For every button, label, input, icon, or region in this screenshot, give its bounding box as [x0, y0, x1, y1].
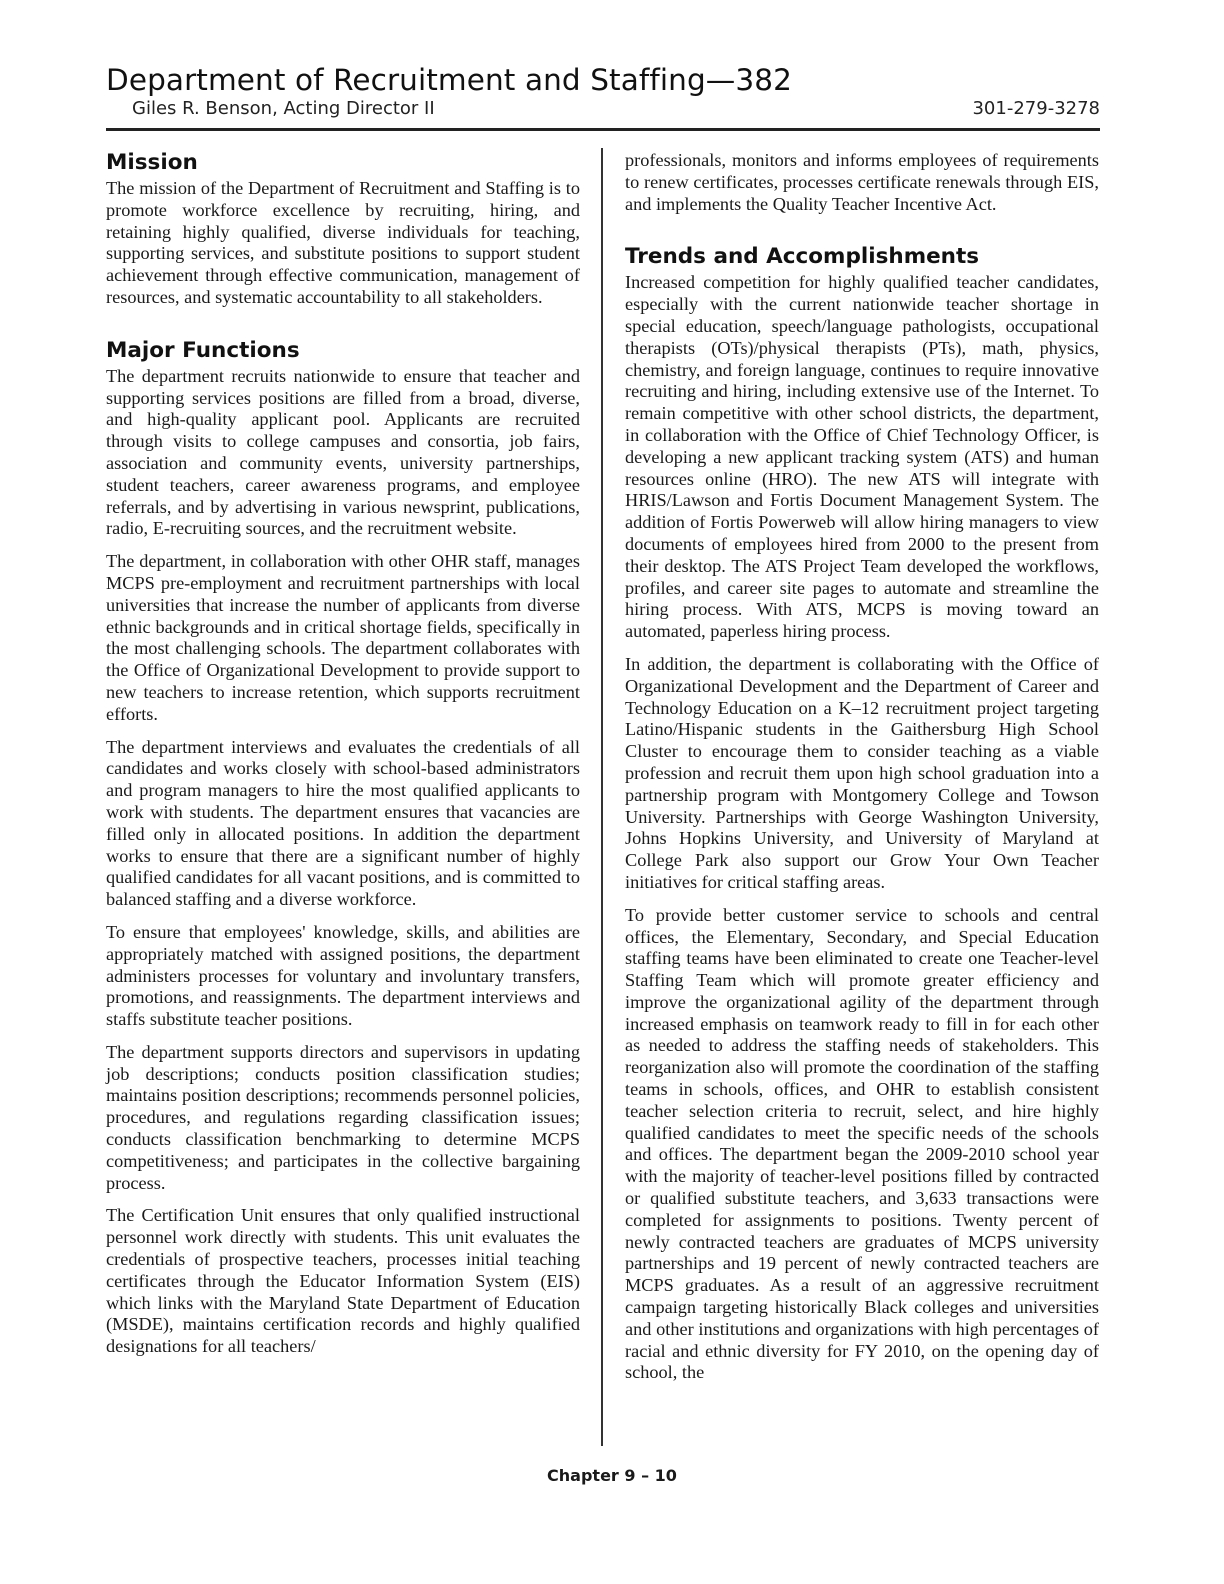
phone-number: 301-279-3278 [972, 98, 1100, 119]
page-title: Department of Recruitment and Staffing—382 [106, 63, 792, 97]
paragraph-continuation: professionals, monitors and informs employees of requirements to renew certificates, processes certificate renewals through EIS, and implements the Quality Teacher Incentive Act. [625, 150, 1099, 214]
trends-heading: Trends and Accomplishments [625, 244, 980, 270]
director-name: Giles R. Benson, Acting Director II [132, 98, 435, 119]
paragraph: To ensure that employees' knowledge, skills, and abilities are appropriately matched with assigned positions, the department administers processes for voluntary and involuntary transfers, promotions, and reassignments. The department interviews and staffs substitute teacher positions. [106, 921, 580, 1030]
mission-heading: Mission [106, 150, 198, 175]
page-footer: Chapter 9 – 10 [547, 1466, 677, 1485]
major-functions-heading: Major Functions [106, 337, 300, 363]
column-divider [601, 148, 603, 1446]
paragraph: The Certification Unit ensures that only qualified instructional personnel work directly with students. This unit evaluates the credentials of prospective teachers, processes initial teaching certificates through the Educator Information System (EIS) which links with the Maryland State Department of Education (MSDE), maintains certification records and highly qualified designations for all teachers/ [106, 1205, 580, 1357]
paragraph: The department, in collaboration with other OHR staff, manages MCPS pre-employment and recruitment partnerships with local universities that increase the number of applicants from diverse ethnic backgrounds and in critical shortage fields, specifically in the most challenging schools. The department collaborates with the Office of Organizational Development to provide support to new teachers to increase retention, which supports recruitment efforts. [106, 551, 580, 724]
left-column [106, 150, 580, 1369]
paragraph: Increased competition for highly qualified teacher candidates, especially with the current nationwide teacher shortage in special education, speech/language pathologists, occupational therapists (OTs)/physical therapists (PTs), math, physics, chemistry, and foreign language, continues to require innovative recruiting and hiring, including extensive use of the Internet. To remain competitive with other school districts, the department, in collaboration with the Office of Chief Technology Officer, is developing a new applicant tracking system (ATS) and human resources online (HRO). The new ATS will integrate with HRIS/Lawson and Fortis Document Management System. The addition of Fortis Powerweb will allow hiring managers to view documents of employees hired from 2000 to the present from their desktop. The ATS Project Team developed the workflows, profiles, and career site pages to automate and streamline the hiring process. With ATS, MCPS is moving toward an automated, paperless hiring process. [625, 272, 1099, 642]
paragraph: In addition, the department is collaborating with the Office of Organizational Development and the Department of Career and Technology Education on a K–12 recruitment project targeting Latino/Hispanic students in the Gaithersburg High School Cluster to encourage them to consider teaching as a viable profession and recruit them upon high school graduation into a partnership program with Montgomery College and Towson University. Partnerships with George Washington University, Johns Hopkins University, and University of Maryland at College Park also support our Grow Your Own Teacher initiatives for critical staffing areas. [625, 653, 1099, 892]
header-divider [106, 128, 1100, 131]
right-column [625, 150, 1099, 1395]
header-subline [106, 98, 1100, 124]
paragraph: The department interviews and evaluates the credentials of all candidates and works closely with school-based administrators and program managers to hire the most qualified applicants to work with students. The department ensures that vacancies are filled only in allocated positions. In addition the department works to ensure that there are a significant number of highly qualified candidates for all vacant positions, and is committed to balanced staffing and a diverse workforce. [106, 736, 580, 910]
mission-text: The mission of the Department of Recruitment and Staffing is to promote workforce excellence by recruiting, hiring, and retaining highly qualified, diverse individuals for teaching, supporting services, and substitute positions to support student achievement through effective communication, management of resources, and systematic accountability to all stakeholders. [106, 178, 580, 307]
page-header [106, 62, 1100, 124]
paragraph: The department supports directors and supervisors in updating job descriptions; conducts position classification studies; maintains position descriptions; recommends personnel policies, procedures, and regulations regarding classification issues; conducts classification benchmarking to determine MCPS competitiveness; and participates in the collective bargaining process. [106, 1041, 580, 1193]
paragraph: The department recruits nationwide to ensure that teacher and supporting services positions are filled from a broad, diverse, and high-quality applicant pool. Applicants are recruited through visits to college campuses and consortia, job fairs, association and community events, university partnerships, student teachers, career awareness programs, and employee referrals, and by advertising in various newsprint, publications, radio, E-recruiting sources, and the recruitment website. [106, 365, 580, 539]
paragraph: To provide better customer service to schools and central offices, the Elementary, Secondary, and Special Education staffing teams have been eliminated to create one Teacher-level Staffing Team which will promote greater efficiency and improve the organizational agility of the department through increased emphasis on teamwork ready to fill in for each other as needed to address the staffing needs of stakeholders. This reorganization also will promote the coordination of the staffing teams in schools, offices, and OHR to establish consistent teacher selection criteria to recruit, select, and hire highly qualified candidates to meet the specific needs of the schools and offices. The department began the 2009-2010 school year with the majority of teacher-level positions filled by contracted or qualified substitute teachers, and 3,633 transactions were completed for assignments to positions. Twenty percent of newly contracted teachers are graduates of MCPS university partnerships and 19 percent of newly contracted teachers are MCPS graduates. As a result of an aggressive recruitment campaign targeting historically Black colleges and universities and other institutions and organizations with high percentages of racial and ethnic diversity for FY 2010, on the opening day of school, the [625, 904, 1099, 1383]
